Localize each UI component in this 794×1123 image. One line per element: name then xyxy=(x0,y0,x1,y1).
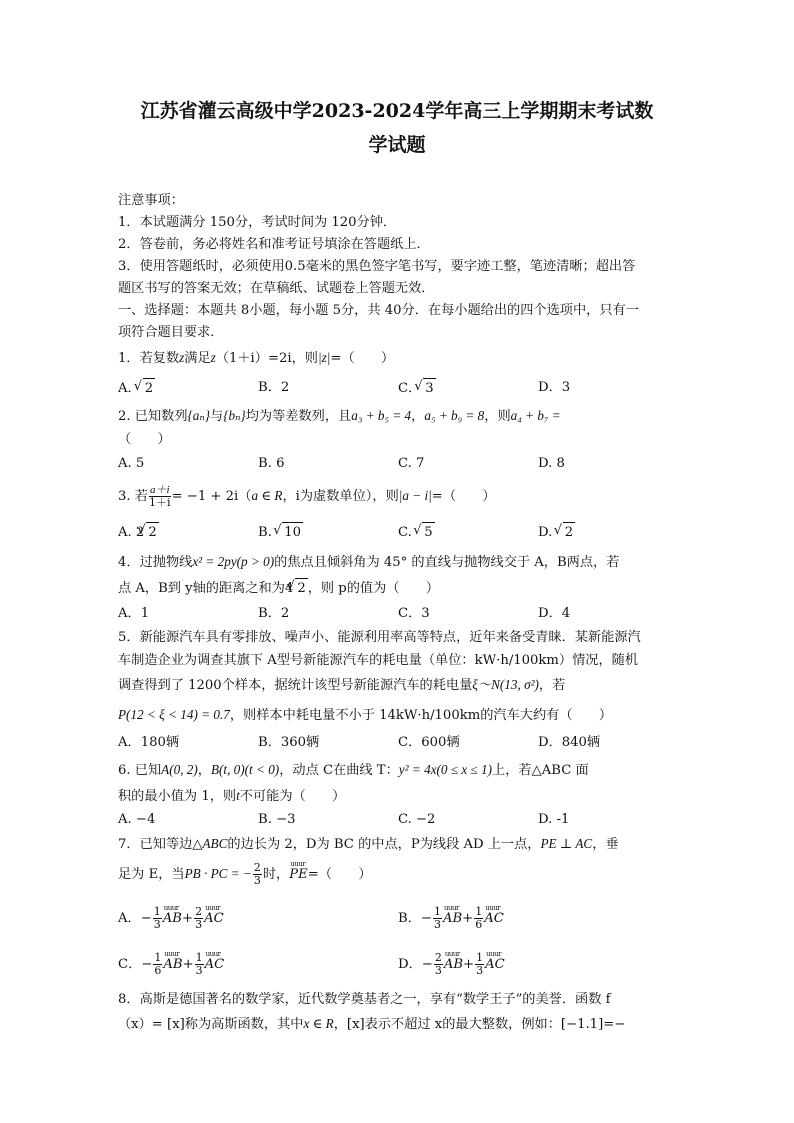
question-5-option-a: A．180辆 xyxy=(118,735,180,750)
question-4-option-b: B．2 xyxy=(258,606,290,621)
question-1-option-b: B．2 xyxy=(258,380,290,395)
question-7-option-a: A．− $\frac{1}{3}$ uuur AB+ $\frac{2}{3}$ uuur AC xyxy=(118,906,224,931)
question-2-stem: 2. 已知数列{aₙ}与{bₙ}均为等差数列，且a₃ + b₅ = 4，a₅ + b₉ = 8，则a₄ + b₇ = xyxy=(118,408,561,424)
question-3-option-a: A. 2√ 2 xyxy=(118,522,159,543)
question-5-line: 调查得到了 1200个样本，据统计该型号新能源汽车的耗电量ξ～N(13, σ²)，若 xyxy=(118,677,566,693)
question-4-option-a: A．1 xyxy=(118,606,150,621)
question-7-option-b: B．− $\frac{1}{3}$ uuur AB+ $\frac{1}{6}$ uuur AC xyxy=(398,906,504,931)
section-heading-cont: 项符合题目要求． xyxy=(118,325,224,340)
notice-item: 2．答卷前，务必将姓名和准考证号填涂在答题纸上． xyxy=(118,237,430,252)
section-heading: 一、选择题：本题共 8小题，每小题 5分，共 40分．在每小题给出的四个选项中，只有一 xyxy=(118,303,639,318)
question-7-option-d: D．− $\frac{2}{3}$ uuur AB+ $\frac{1}{3}$ uuur AC xyxy=(398,952,505,977)
question-2-option-b: B. 6 xyxy=(258,456,285,471)
question-6-option-a: A. −4 xyxy=(118,812,156,827)
question-4-stem: 4．过抛物线x² = 2py(p > 0)的焦点且倾斜角为 45° 的直线与抛物线交于 A，B两点，若 xyxy=(118,554,620,570)
question-7-option-c: C．− $\frac{1}{6}$ uuur AB+ $\frac{1}{3}$ uuur AC xyxy=(118,952,224,977)
notice-heading: 注意事项： xyxy=(118,193,184,208)
question-5-option-b: B．360辆 xyxy=(258,735,320,750)
notice-item: 1．本试题满分 150分，考试时间为 120分钟． xyxy=(118,215,397,230)
question-5-line: 5．新能源汽车具有零排放、噪声小、能源利用率高等特点，近年来备受青睐．某新能源汽 xyxy=(118,630,641,645)
question-1-stem: 1．若复数z满足z（1＋i）=2i，则|z|=（ ） xyxy=(118,350,395,366)
question-5-line: 车制造企业为调查其旗下 A型号新能源汽车的耗电量（单位：kW·h/100km）情况，随机 xyxy=(118,653,639,668)
question-4-option-d: D．4 xyxy=(538,606,571,621)
question-5-line: P(12 < ξ < 14) = 0.7，则样本中耗电量不小于 14kW·h/100km的汽车大约有（ ） xyxy=(118,707,613,723)
question-7-stem-cont: 足为 E，当PB · PC = − $\frac{2}{3}$ 时，uuur PE=（ ） xyxy=(118,862,678,887)
question-1-option-d: D．3 xyxy=(538,380,571,395)
fraction: $\frac{2}{3}$ xyxy=(253,861,261,887)
question-6-option-c: C. −2 xyxy=(398,812,436,827)
question-6-option-b: B. −3 xyxy=(258,812,296,827)
question-2-paren: （ ） xyxy=(118,432,171,447)
question-2-option-a: A. 5 xyxy=(118,456,145,471)
question-3-option-b: B. √ 10 xyxy=(258,522,303,543)
question-4-stem-cont: 点 A，B到 y轴的距离之和为4√ 2 ，则 p的值为（ ） xyxy=(118,578,678,599)
question-6-stem-cont: 积的最小值为 1，则t不可能为（ ） xyxy=(118,788,346,804)
question-2-option-c: C. 7 xyxy=(398,456,425,471)
question-7-stem: 7．已知等边△ABC的边长为 2，D为 BC 的中点，P为线段 AD 上一点，PE ⊥ AC，垂 xyxy=(118,836,619,852)
question-5-option-d: D．840辆 xyxy=(538,735,601,750)
question-1-option-a: A．√ 2 xyxy=(118,378,155,399)
question-8-line: （x）= [x]称为高斯函数，其中x ∈ R，[x]表示不超过 x的最大整数，例如：[−1.1]=− xyxy=(118,1016,626,1032)
fraction: $\frac{a+i}{1+i}$ xyxy=(148,484,171,509)
question-2-option-d: D. 8 xyxy=(538,456,565,471)
notice-item: 题区书写的答案无效；在草稿纸、试题卷上答题无效． xyxy=(118,281,435,296)
exam-title-line2: 学试题 xyxy=(368,134,426,156)
question-3-stem: 3. 若 $\frac{a+i}{1+i}$ = −1 + 2i（a ∈ R，i为虚数单位），则|a − i|=（ ） xyxy=(118,484,496,509)
question-3-option-c: C. √ 5 xyxy=(398,522,435,543)
question-5-option-c: C．600辆 xyxy=(398,735,460,750)
question-1-option-c: C．√ 3 xyxy=(398,378,436,399)
question-3-option-d: D. √ 2 xyxy=(538,522,575,543)
notice-item: 3．使用答题纸时，必须使用0.5毫米的黑色签字笔书写，要字迹工整，笔迹清晰；超出答 xyxy=(118,259,636,274)
question-6-option-d: D. -1 xyxy=(538,812,570,827)
exam-title-line1: 江苏省灌云高级中学2023-2024学年高三上学期期末考试数 xyxy=(140,100,654,122)
question-4-option-c: C．3 xyxy=(398,606,430,621)
question-8-line: 8．高斯是德国著名的数学家，近代数学奠基者之一，享有“数学王子”的美誉．函数 f xyxy=(118,992,611,1007)
question-6-stem: 6. 已知A(0, 2)，B(t, 0)(t < 0)，动点 C在曲线 T：y² = 4x(0 ≤ x ≤ 1)上，若△ABC 面 xyxy=(118,762,589,778)
